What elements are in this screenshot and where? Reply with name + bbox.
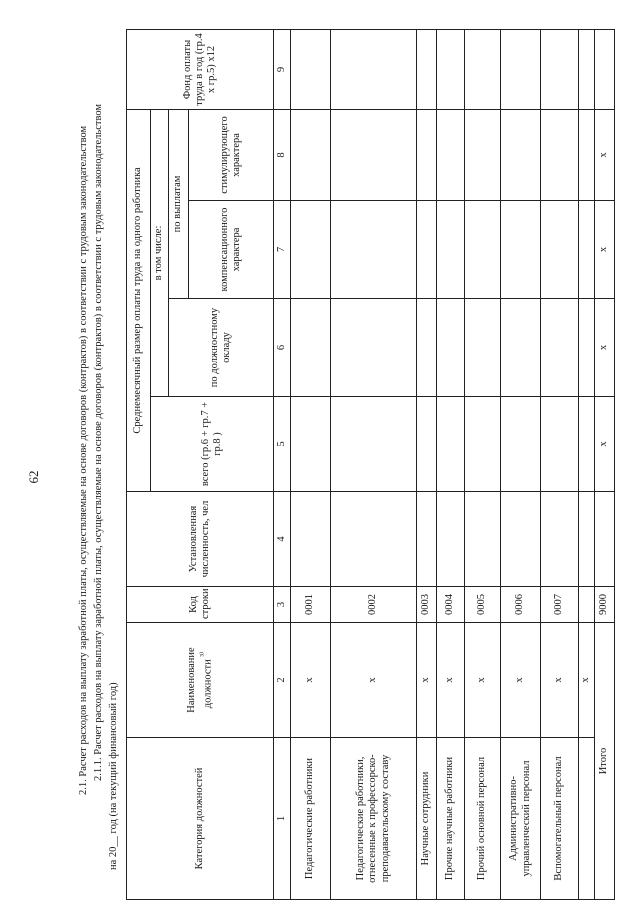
fund-cell xyxy=(437,29,465,109)
incentive-cell xyxy=(465,109,501,200)
total-row xyxy=(595,29,615,899)
header-incentive: стимулирующего характера xyxy=(189,109,274,200)
fund-cell xyxy=(595,29,615,109)
compensation-cell xyxy=(579,201,595,299)
code-cell: 0002 xyxy=(331,587,417,623)
total-cell xyxy=(541,397,579,492)
column-number: 6 xyxy=(274,299,291,397)
column-number: 5 xyxy=(274,397,291,492)
salary-cell xyxy=(291,299,331,397)
footnote-mark: ³⁾ xyxy=(197,651,208,657)
header-category: Категория должностей xyxy=(127,738,274,900)
incentive-cell xyxy=(437,109,465,200)
code-cell: 0004 xyxy=(437,587,465,623)
compensation-cell xyxy=(465,201,501,299)
heading-line-1: 2.1. Расчет расходов на выплату заработной платы, осуществляемые на основе договоров (контрактов) в соответствии с трудовым законодательством xyxy=(78,125,89,795)
code-cell xyxy=(579,587,595,623)
fund-cell xyxy=(331,29,417,109)
fund-cell xyxy=(541,29,579,109)
position-cell: x xyxy=(579,623,595,738)
fund-cell xyxy=(291,29,331,109)
column-number: 9 xyxy=(274,29,291,109)
total-cell xyxy=(579,397,595,492)
position-cell: x xyxy=(465,623,501,738)
code-cell: 0003 xyxy=(417,587,437,623)
headcount-cell xyxy=(437,492,465,587)
code-cell: 9000 xyxy=(595,587,615,623)
position-cell: x xyxy=(541,623,579,738)
total-cell: x xyxy=(595,397,615,492)
compensation-cell xyxy=(291,201,331,299)
compensation-cell xyxy=(501,201,541,299)
compensation-cell xyxy=(541,201,579,299)
code-cell: 0006 xyxy=(501,587,541,623)
position-cell: x xyxy=(291,623,331,738)
total-cell xyxy=(501,397,541,492)
salary-cell xyxy=(501,299,541,397)
page-number: 62 xyxy=(26,470,41,484)
header-headcount: Установленная численность, чел xyxy=(127,492,274,587)
headcount-cell xyxy=(331,492,417,587)
fund-cell xyxy=(417,29,437,109)
headcount-cell xyxy=(595,492,615,587)
table-row xyxy=(417,29,437,899)
position-cell: x xyxy=(437,623,465,738)
incentive-cell xyxy=(291,109,331,200)
code-cell: 0001 xyxy=(291,587,331,623)
headcount-cell xyxy=(579,492,595,587)
salary-cell xyxy=(437,299,465,397)
code-cell: 0007 xyxy=(541,587,579,623)
table-row xyxy=(437,29,465,899)
column-number-row xyxy=(274,29,291,899)
incentive-cell xyxy=(501,109,541,200)
position-cell: x xyxy=(417,623,437,738)
table-row xyxy=(541,29,579,899)
header-code: Код строки xyxy=(127,587,274,623)
salary-table xyxy=(126,29,615,900)
header-avg-salary: Среднемесячный размер оплаты труда на одного работника xyxy=(127,109,151,491)
header-by-salary: по должностному окладу xyxy=(169,299,274,397)
table-row xyxy=(579,29,595,899)
headcount-cell xyxy=(465,492,501,587)
header-compensation: компенсационного характера xyxy=(189,201,274,299)
category-cell: Педагогические работники, отнесенные к профессорско-преподавательскому составу xyxy=(331,738,417,900)
incentive-cell xyxy=(331,109,417,200)
category-cell: Прочий основной персонал xyxy=(465,738,501,900)
headcount-cell xyxy=(291,492,331,587)
salary-cell xyxy=(579,299,595,397)
compensation-cell xyxy=(417,201,437,299)
column-number: 8 xyxy=(274,109,291,200)
total-cell xyxy=(291,397,331,492)
header-total: всего (гр.6 + гр.7 + гр.8 ) xyxy=(151,397,274,492)
category-cell: Вспомогательный персонал xyxy=(541,738,579,900)
column-number: 7 xyxy=(274,201,291,299)
salary-cell xyxy=(417,299,437,397)
fund-cell xyxy=(465,29,501,109)
heading-line-3: на 20__ год (на текущий финансовый год) xyxy=(108,682,119,870)
column-number: 2 xyxy=(274,623,291,738)
salary-cell xyxy=(331,299,417,397)
header-position: Наименование должности $^{^{3)}}$ xyxy=(127,623,274,738)
headcount-cell xyxy=(417,492,437,587)
category-cell: Научные сотрудники xyxy=(417,738,437,900)
salary-cell xyxy=(541,299,579,397)
headcount-cell xyxy=(501,492,541,587)
incentive-cell xyxy=(579,109,595,200)
salary-cell xyxy=(465,299,501,397)
total-cell xyxy=(417,397,437,492)
category-cell: Педагогические работники xyxy=(291,738,331,900)
fund-cell xyxy=(579,29,595,109)
header-by-payments: по выплатам xyxy=(169,109,189,298)
heading-line-2: 2.1.1. Расчет расходов на выплату заработной платы, осуществляемые на основе договоров (контрактов) в соответствии с трудовым законодательством xyxy=(93,103,104,781)
incentive-cell: x xyxy=(595,109,615,200)
table-row xyxy=(465,29,501,899)
column-number: 3 xyxy=(274,587,291,623)
fund-cell xyxy=(501,29,541,109)
compensation-cell: x xyxy=(595,201,615,299)
column-number: 1 xyxy=(274,738,291,900)
header-including: в том числе: xyxy=(151,109,169,396)
salary-cell: x xyxy=(595,299,615,397)
position-cell: x xyxy=(501,623,541,738)
category-cell: Прочие научные работники xyxy=(437,738,465,900)
incentive-cell xyxy=(541,109,579,200)
total-cell xyxy=(437,397,465,492)
total-cell xyxy=(465,397,501,492)
column-number: 4 xyxy=(274,492,291,587)
position-cell: x xyxy=(331,623,417,738)
category-cell: Административно-управленческий персонал xyxy=(501,738,541,900)
category-cell xyxy=(579,738,595,900)
headcount-cell xyxy=(541,492,579,587)
compensation-cell xyxy=(437,201,465,299)
table-row xyxy=(501,29,541,899)
code-cell: 0005 xyxy=(465,587,501,623)
compensation-cell xyxy=(331,201,417,299)
table-row xyxy=(331,29,417,899)
incentive-cell xyxy=(417,109,437,200)
total-label: Итого xyxy=(595,623,615,900)
table-row xyxy=(291,29,331,899)
header-fund: Фонд оплаты труда в год (гр.4 x гр.5) x12 xyxy=(127,29,274,109)
total-cell xyxy=(331,397,417,492)
